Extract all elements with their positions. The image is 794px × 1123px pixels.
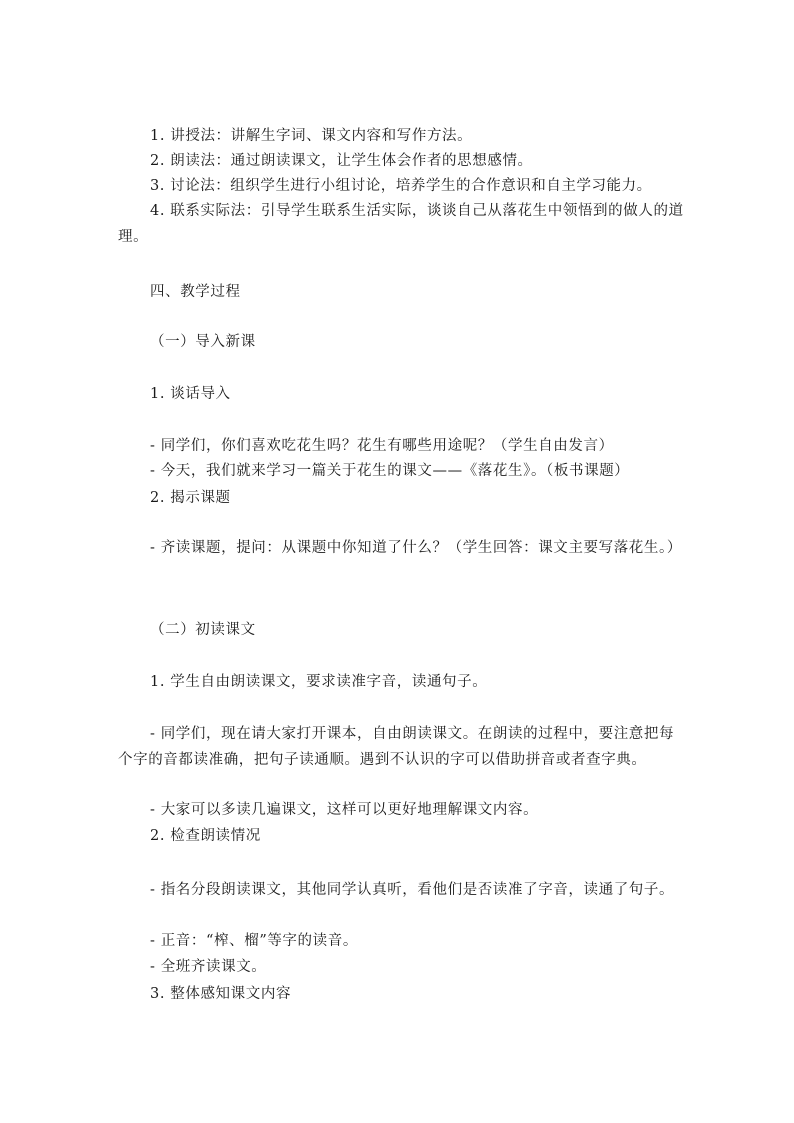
method-discussion: 3. 讨论法：组织学生进行小组讨论，培养学生的合作意识和自主学习能力。 — [150, 178, 652, 194]
part1-heading: （一）导入新课 — [150, 334, 256, 350]
part2-step2-paragraph: - 指名分段朗读课文，其他同学认真听，看他们是否读准了字音，读通了句子。 — [150, 882, 675, 898]
part2-step2-line3: - 全班齐读课文。 — [150, 959, 267, 975]
part2-step2-line2: - 正音：“榨、榴”等字的读音。 — [150, 933, 358, 949]
part2-step1-title: 1. 学生自由朗读课文，要求读准字音，读通句子。 — [150, 674, 488, 690]
part2-step2-title: 2. 检查朗读情况 — [150, 828, 261, 844]
part1-step1-title: 1. 谈话导入 — [150, 386, 231, 402]
part1-step1-line2: - 今天，我们就来学习一篇关于花生的课文——《落花生》。（板书课题） — [150, 463, 630, 479]
part1-step2-line: - 齐读课题，提问：从课题中你知道了什么？（学生回答：课文主要写落花生。） — [150, 540, 682, 556]
method-practice: 4. 联系实际法：引导学生联系生活实际，谈谈自己从落花生中领悟到的做人的道理。 — [118, 203, 684, 245]
part1-step2-title: 2. 揭示课题 — [150, 490, 231, 506]
part1-step1-line1: - 同学们，你们喜欢吃花生吗？花生有哪些用途呢？（学生自由发言） — [150, 438, 614, 454]
part2-heading: （二）初读课文 — [150, 622, 256, 638]
section-heading-teaching-process: 四、教学过程 — [150, 284, 241, 300]
method-reading: 2. 朗读法：通过朗读课文，让学生体会作者的思想感情。 — [150, 153, 533, 169]
part2-step3-title: 3. 整体感知课文内容 — [150, 986, 292, 1002]
part2-step1-line2: - 大家可以多读几遍课文，这样可以更好地理解课文内容。 — [150, 802, 539, 818]
method-lecture: 1. 讲授法：讲解生字词、课文内容和写作方法。 — [150, 128, 473, 144]
part2-step1-paragraph: - 同学们，现在请大家打开课本，自由朗读课文。在朗读的过程中，要注意把每个字的音都读准确，把句子读通顺。遇到不认识的字可以借助拼音或者查字典。 — [118, 726, 675, 768]
